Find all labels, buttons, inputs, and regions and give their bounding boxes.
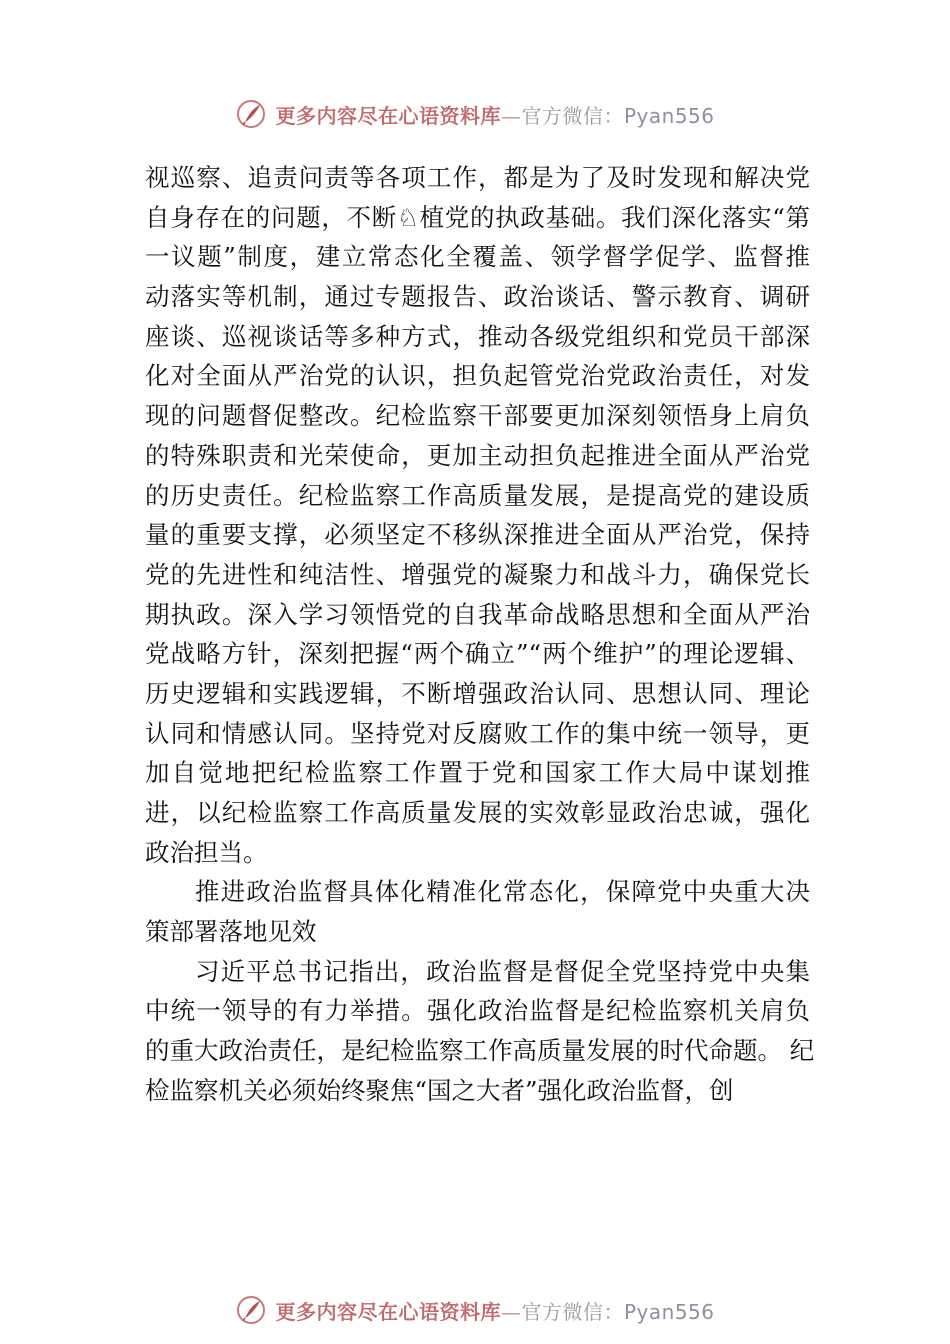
section-heading-line: 推进政治监督具体化精准化常态化，保障党中央重大决 (195, 877, 810, 907)
text-line: 党战略方针，深刻把握“两个确立”“两个维护”的理论逻辑、 (145, 639, 810, 669)
text-line: 期执政。深入学习领悟党的自我革命战略思想和全面从严治 (145, 599, 810, 629)
text-line: 进，以纪检监察工作高质量发展的实效彰显政治忠诚，强化 (145, 798, 810, 827)
text-line: 现的问题督促整改。纪检监察干部要更加深刻领悟身上肩负 (145, 401, 810, 431)
text-line: 政治担当。 (145, 837, 268, 867)
text-line: 历史逻辑和实践逻辑，不断增强政治认同、思想认同、理论 (145, 678, 810, 708)
watermark-wechat-id: Pyan556 (623, 103, 715, 128)
text-line: 认同和情感认同。坚持党对反腐败工作的集中统一领导，更 (145, 718, 810, 748)
text-line: 的重大政治责任，是纪检监察工作高质量发展的时代命题。 纪 (145, 1036, 815, 1066)
feather-pen-logo-icon (235, 98, 267, 130)
header-watermark (0, 94, 950, 134)
watermark-text (275, 1296, 714, 1325)
text-line: 量的重要支撑，必须坚定不移纵深推进全面从严治党，保持 (145, 520, 810, 550)
watermark-official: 官方微信： (521, 103, 624, 128)
text-line: 一议题”制度，建立常态化全覆盖、领学督学促学、监督推 (145, 242, 810, 272)
watermark-wechat-id: Pyan556 (623, 1299, 715, 1324)
text-line: 中统一领导的有力举措。强化政治监督是纪检监察机关肩负 (145, 996, 810, 1026)
footer-watermark (0, 1290, 950, 1330)
text-line: 视巡察、追责问责等各项工作，都是为了及时发现和解决党 (145, 163, 810, 192)
text-line: 动落实等机制，通过专题报告、政治谈话、警示教育、调研 (145, 282, 810, 312)
watermark-brand: 更多内容尽在心语资料库 (275, 103, 501, 128)
text-line: 检监察机关必须始终聚焦“国之大者”强化政治监督，创 (145, 1075, 734, 1105)
text-line: 自身存在的问题，不断♘植党的执政基础。我们深化落实“第 (145, 202, 810, 232)
watermark-official: 官方微信： (521, 1299, 624, 1324)
section-heading-line: 策部署落地见效 (145, 917, 317, 947)
watermark-dash: — (500, 1299, 522, 1324)
text-line: 的特殊职责和光荣使命，更加主动担负起推进全面从严治党 (145, 440, 810, 470)
text-line: 的历史责任。纪检监察工作高质量发展，是提高党的建设质 (145, 480, 810, 510)
watermark-brand: 更多内容尽在心语资料库 (275, 1299, 501, 1324)
text-line: 习近平总书记指出，政治监督是督促全党坚持党中央集 (195, 956, 810, 986)
text-line: 座谈、巡视谈话等多种方式，推动各级党组织和党员干部深 (145, 321, 810, 351)
text-line: 党的先进性和纯洁性、增强党的凝聚力和战斗力，确保党长 (145, 559, 810, 589)
watermark-dash: — (500, 103, 522, 128)
text-line: 加自觉地把纪检监察工作置于党和国家工作大局中谋划推 (145, 758, 810, 788)
watermark-text (275, 100, 714, 129)
document-body (145, 158, 815, 1111)
feather-pen-logo-icon (235, 1294, 267, 1326)
text-line: 化对全面从严治党的认识，担负起管党治党政治责任，对发 (145, 361, 810, 391)
